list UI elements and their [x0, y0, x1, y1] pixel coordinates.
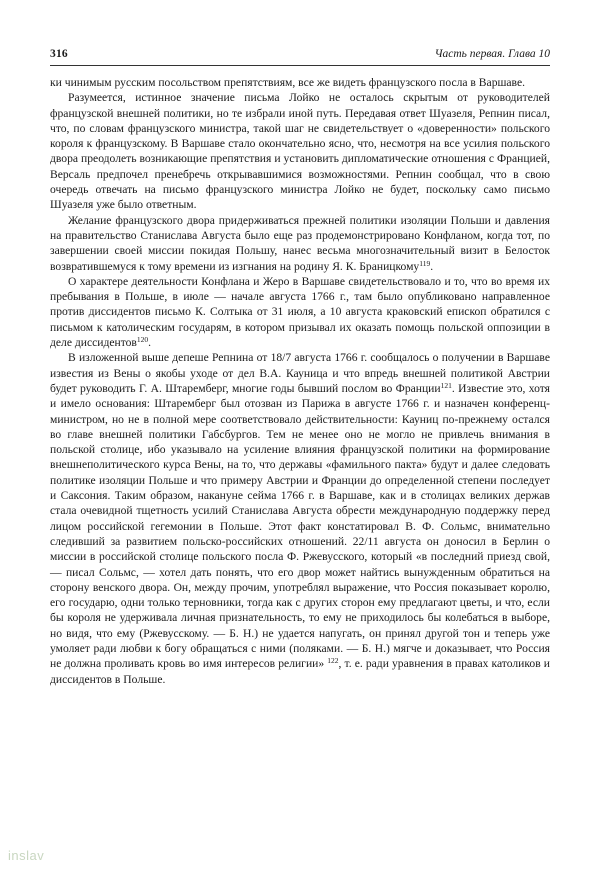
footnote-ref: 119: [419, 258, 431, 268]
paragraph-text: Желание французского двора придерживаться прежней политики изоляции Польши и давления на правительство Станислава Августа было еще раз продемонстрировано Конфланом, когда тот, по завершении своей миссии покидая Польшу, нанес весьма многозначительный визит в Белосток возвратившемуся к тому времени из изгнания на родину Я. К. Браницкому: [50, 213, 550, 273]
watermark: inslav: [8, 848, 45, 863]
paragraph-text: В изложенной выше депеше Репнина от 18/7 августа 1766 г. сообщалось о получении в Варшаве известия из Вены о якобы уходе от дел В.А. Кауница и что впредь внешней политикой Австрии будет руководить Г. А. Штаремберг, многие годы бывший послом во Франции: [50, 351, 550, 395]
paragraph-continuation: ки чинимым русским посольством препятствиям, все же видеть французского посла в Варшаве.: [50, 76, 526, 89]
footnote-ref: 121: [440, 380, 452, 390]
paragraph: [50, 274, 550, 350]
page-header: [50, 46, 550, 62]
paragraph-text: , т. е. ради уравнения в правах католиков и диссидентов в Польше.: [50, 657, 550, 686]
paragraph-text: . Известие это, хотя и имело основания: Штаремберг был отозван из Парижа в августе 1766 г. и назначен конференц-министром, но не в полной мере соответствовало действительности: Кауниц по-прежнему остался во главе внешней политики Габсбургов. Тем не менее оно не могло не привлечь внимания в польской столице, ибо указывало на усиление влияния французской политики на формирование внешнеполитического курса Вены, на то, что державы «фамильного пакта» будут и далее следовать политике изоляции Польше и что примеру Австрии и Франции до определенной степени последует и Саксония. Таким образом, накануне сейма 1766 г. в Варшаве, как и в столицах великих держав стала очевидной тщетность усилий Станислава Августа обрести международную поддержку перед лицом российской гегемонии в Польше. Этот факт констатировал В. Ф. Сольмс, внимательно следивший за развитием польско-российских отношений. 22/11 августа он доносил в Берлин о миссии в российской столице польского посла Ф. Ржевусского, который «в последний приезд свой, — писал Сольмс, — хотел дать понять, что его двор может найтись вынужденным обратиться на сторону венского двора. Он, между прочим, употреблял выражение, что Россия показывает королю, его государю, одни только терновники, тогда как с других сторон ему предлагают цветы, и что, если бы короля не удерживала личная признательность, то ему не приходилось бы колебаться в выборе, но видя, что ему (Ржевусскому. — Б. Н.) не удается напугать, он принял другой тон и теперь уже умоляет ради любви к богу обращаться с ними (поляками. — Б. Н.) мягче и доказывает, что Россия не должна проливать кровь во имя интересов религии»: [50, 381, 550, 671]
footnote-ref: 122: [327, 656, 339, 666]
footnote-ref: 120: [136, 335, 149, 345]
paragraph-text: О характере деятельности Конфлана и Жеро в Варшаве свидетельствовало и то, что во время их пребывания в Польше, в июле — начале августа 1766 г., там было опубликовано направленное против диссидентов письмо К. Солтыка от 31 июля, а 10 августа краковский епископ обратился с письмом к католическим государям, в котором призывал их оказать помощь польской оппозиции в деле диссидентов: [50, 274, 550, 350]
paragraph: [50, 213, 550, 274]
running-title: Часть первая. Глава 10: [434, 48, 550, 60]
page-number: 316: [50, 48, 68, 60]
body-text: [50, 75, 550, 687]
paragraph: Разумеется, истинное значение письма Лойко не осталось скрытым от руководителей французской внешней политики, но те избрали иной путь. Передавая ответ Шуазеля, Репнин писал, что, по словам французского министра, такой шаг не свидетельствует о «доверенности» польского короля к французскому. В Варшаве стало окончательно ясно, что, несмотря на все усилия польского двора преодолеть возникающие препятствия и установить дипломатические отношения с Францией, Версаль предпочел пренебречь открывавшимися возможностями. Репнин сообщал, что в свою очередь отвечать на письмо французского министра Лойко не будет, поскольку само письмо Шуазеля уже было ответным.: [50, 91, 550, 212]
paragraph-text: .: [430, 259, 434, 273]
paragraph: [50, 350, 550, 687]
paragraph-text: .: [148, 336, 152, 350]
header-divider: [50, 65, 550, 66]
